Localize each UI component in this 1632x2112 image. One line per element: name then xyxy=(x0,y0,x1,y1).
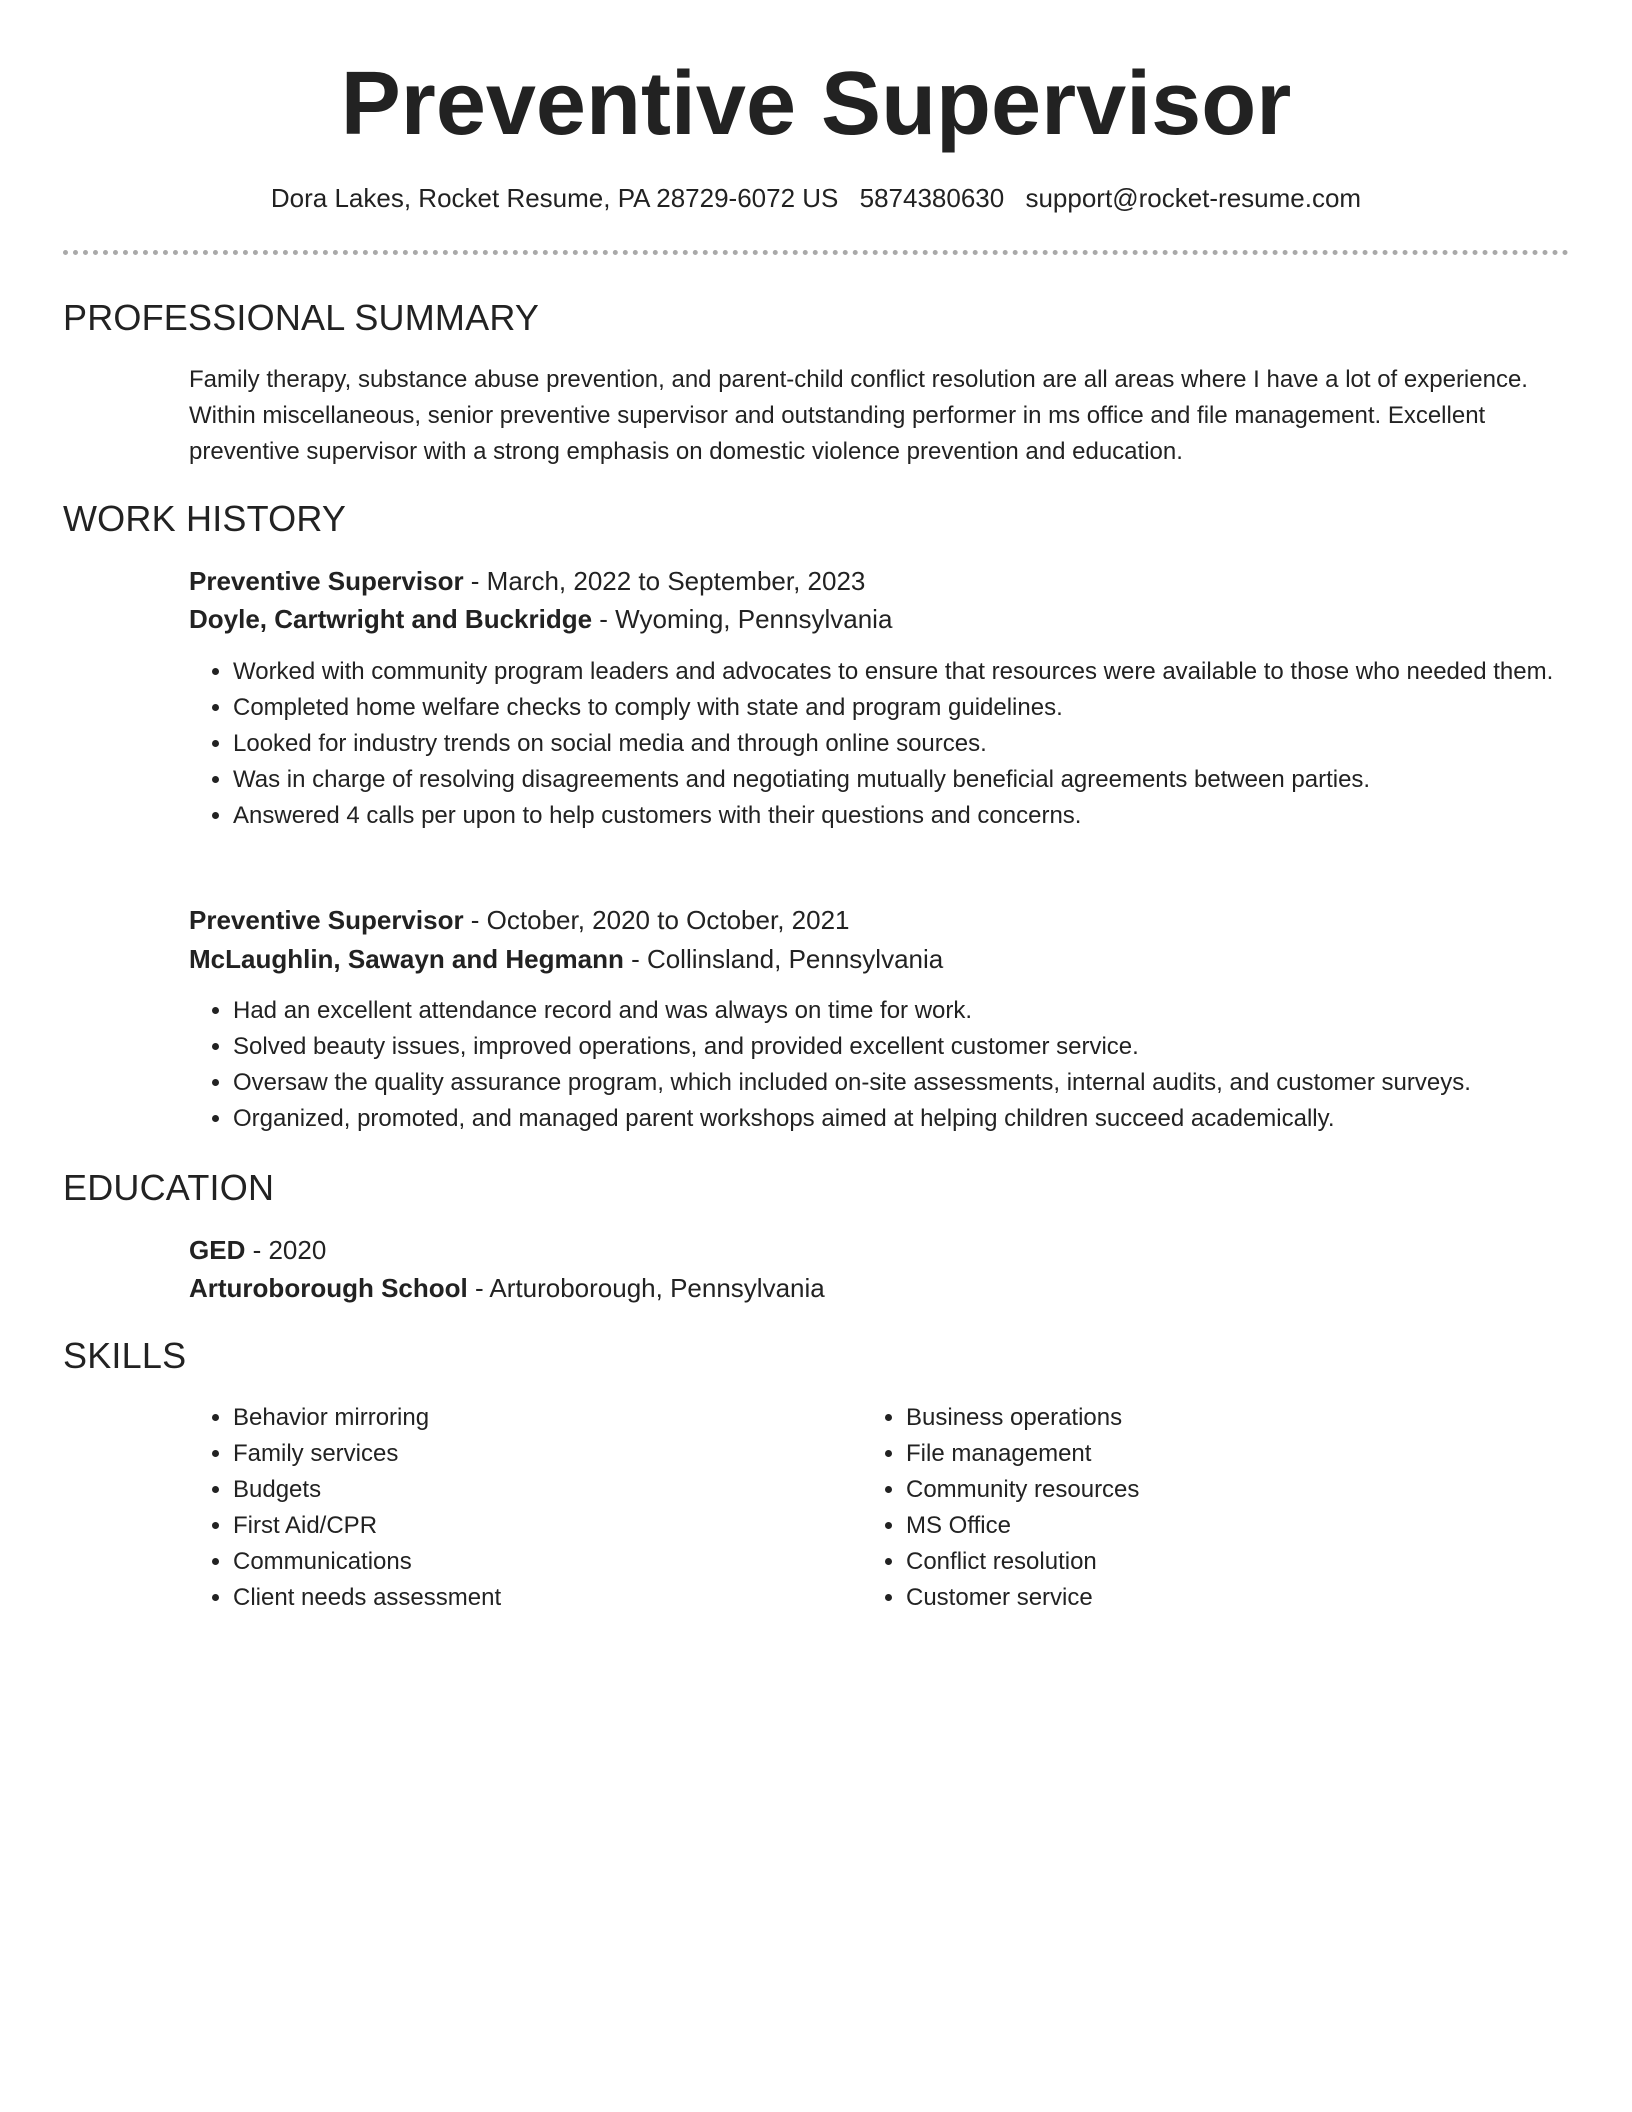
resume-title: Preventive Supervisor xyxy=(340,54,1292,154)
list-item: • File management xyxy=(906,1436,1526,1472)
list-item: • Behavior mirroring xyxy=(233,1400,853,1436)
education-year: - 2020 xyxy=(245,1235,327,1265)
job-1-location: - Wyoming, Pennsylvania xyxy=(592,604,893,634)
summary-heading: PROFESSIONAL SUMMARY xyxy=(63,297,540,338)
list-item: • Organized, promoted, and managed parent workshops aimed at helping children succeed academically. xyxy=(233,1101,1603,1137)
contact-email: support@rocket-resume.com xyxy=(1025,183,1362,213)
list-item: • Worked with community program leaders and advocates to ensure that resources were available to those who needed them. xyxy=(233,654,1603,690)
header-divider xyxy=(63,250,1569,255)
job-2-title: Preventive Supervisor xyxy=(189,905,464,935)
summary-text: Family therapy, substance abuse prevention, and parent-child conflict resolution are all areas where I have a lot of experience. Within miscellaneous, senior preventive supervisor and outstanding performer in ms office and file management. Excellent preventive supervisor with a strong emphasis on domestic violence prevention and education. xyxy=(189,366,1528,465)
list-item: • Business operations xyxy=(906,1400,1526,1436)
list-item: • Answered 4 calls per upon to help customers with their questions and concerns. xyxy=(233,798,1603,834)
skills-list-right xyxy=(862,1400,1526,1616)
list-item: • First Aid/CPR xyxy=(233,1508,853,1544)
work-history-heading: WORK HISTORY xyxy=(63,498,347,539)
education-school-line xyxy=(189,1270,825,1306)
list-item: • Looked for industry trends on social media and through online sources. xyxy=(233,726,1603,762)
education-school: Arturoborough School xyxy=(189,1273,468,1303)
job-2-dates: - October, 2020 to October, 2021 xyxy=(463,905,850,935)
contact-line xyxy=(0,180,1632,216)
list-item: • Family services xyxy=(233,1436,853,1472)
list-item: • Customer service xyxy=(906,1580,1526,1616)
list-item: • MS Office xyxy=(906,1508,1526,1544)
education-degree-line xyxy=(189,1232,326,1268)
list-item: • Solved beauty issues, improved operations, and provided excellent customer service. xyxy=(233,1029,1603,1065)
list-item: • Had an excellent attendance record and was always on time for work. xyxy=(233,993,1603,1029)
contact-phone: 5874380630 xyxy=(859,183,1005,213)
contact-address: Dora Lakes, Rocket Resume, PA 28729-6072 US xyxy=(270,183,839,213)
skills-list-left xyxy=(189,1400,853,1616)
job-2-duties xyxy=(189,993,1603,1137)
job-1-company: Doyle, Cartwright and Buckridge xyxy=(189,604,593,634)
job-1-dates: - March, 2022 to September, 2023 xyxy=(463,566,866,596)
job-2-company-line xyxy=(189,941,943,977)
list-item: • Oversaw the quality assurance program, which included on-site assessments, internal audits, and customer surveys. xyxy=(233,1065,1603,1101)
list-item: • Communications xyxy=(233,1544,853,1580)
education-degree: GED xyxy=(189,1235,246,1265)
job-2-location: - Collinsland, Pennsylvania xyxy=(623,944,944,974)
list-item: • Was in charge of resolving disagreements and negotiating mutually beneficial agreements between parties. xyxy=(233,762,1603,798)
list-item: • Community resources xyxy=(906,1472,1526,1508)
education-location: - Arturoborough, Pennsylvania xyxy=(467,1273,825,1303)
job-1-title: Preventive Supervisor xyxy=(189,566,464,596)
list-item: • Client needs assessment xyxy=(233,1580,853,1616)
list-item: • Conflict resolution xyxy=(906,1544,1526,1580)
job-1-duties xyxy=(189,654,1603,834)
job-1-company-line xyxy=(189,601,892,637)
list-item: • Budgets xyxy=(233,1472,853,1508)
job-1-title-line xyxy=(189,563,865,599)
skills-heading: SKILLS xyxy=(63,1335,187,1376)
job-2-title-line xyxy=(189,902,850,938)
education-heading: EDUCATION xyxy=(63,1167,275,1208)
job-2-company: McLaughlin, Sawayn and Hegmann xyxy=(189,944,624,974)
list-item: • Completed home welfare checks to comply with state and program guidelines. xyxy=(233,690,1603,726)
